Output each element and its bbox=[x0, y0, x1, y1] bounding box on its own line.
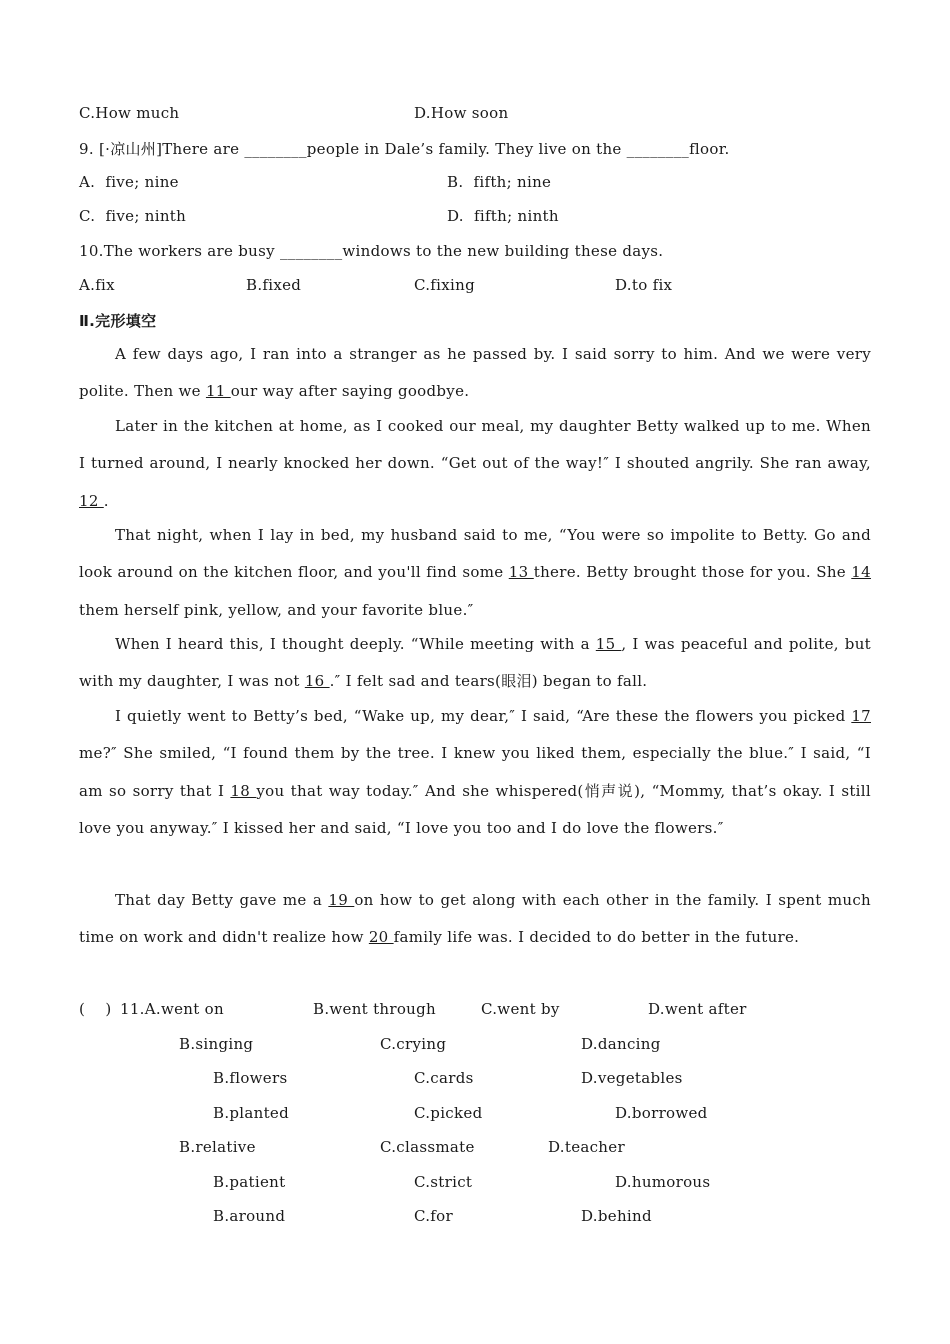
q15-option-d: D.teacher bbox=[548, 1138, 625, 1156]
q13-option-c: C.cards bbox=[414, 1069, 474, 1087]
blank-12: 12 bbox=[79, 491, 104, 510]
q11-option-c: C.went by bbox=[481, 1000, 560, 1018]
q10-stem-end: windows to the new building these days. bbox=[342, 242, 664, 260]
passage-paragraph-1 bbox=[79, 336, 871, 411]
blank-17: 17 bbox=[851, 707, 871, 725]
passage-text: them herself pink, yellow, and your favorite blue.″ bbox=[79, 600, 474, 619]
q9-option-c: C. five; ninth bbox=[79, 207, 187, 225]
q12-option-b: B.singing bbox=[179, 1035, 254, 1053]
blank-18: 18 bbox=[230, 781, 257, 800]
passage-text: , I was peaceful and polite, but with my daughter, I was not bbox=[79, 635, 871, 691]
q16-option-c: C.strict bbox=[414, 1173, 473, 1191]
passage-text: our way after saying goodbye. bbox=[230, 382, 470, 401]
q8-option-d: D.How soon bbox=[414, 104, 509, 122]
q9-blank-2: ________ bbox=[626, 140, 690, 158]
passage-text: That day Betty gave me a bbox=[115, 891, 329, 909]
q15-option-b: B.relative bbox=[179, 1138, 256, 1156]
passage-paragraph-4 bbox=[79, 626, 871, 701]
q10-stem bbox=[79, 242, 663, 260]
q11-option-b: B.went through bbox=[313, 1000, 436, 1018]
passage-text: family life was. I decided to do better in the future. bbox=[393, 928, 800, 947]
q8-option-c: C.How much bbox=[79, 104, 180, 122]
q14-option-b: B.planted bbox=[213, 1104, 290, 1122]
passage-text: there. Betty brought those for you. She bbox=[533, 563, 852, 582]
passage-paragraph-3 bbox=[79, 517, 871, 629]
q17-option-c: C.for bbox=[414, 1207, 453, 1225]
passage-text: you that way today.″ And she whispered(悄声说), “Mommy, that’s okay. I still love you anyway.″ I kissed her and said, “I love you too and I do love the flowers.″ bbox=[79, 781, 871, 837]
q11-option-d: D.went after bbox=[648, 1000, 747, 1018]
blank-19: 19 bbox=[328, 891, 355, 909]
q10-blank: ________ bbox=[279, 242, 343, 260]
q17-option-d: D.behind bbox=[581, 1207, 652, 1225]
passage-text: . bbox=[103, 491, 109, 510]
q9-option-b: B. fifth; nine bbox=[447, 173, 552, 191]
blank-11: 11 bbox=[205, 382, 231, 401]
q13-option-d: D.vegetables bbox=[581, 1069, 683, 1087]
q14-option-c: C.picked bbox=[414, 1104, 483, 1122]
passage-paragraph-6 bbox=[79, 882, 871, 957]
passage-paragraph-5 bbox=[79, 698, 871, 847]
q17-option-b: B.around bbox=[213, 1207, 286, 1225]
passage-text: When I heard this, I thought deeply. “While meeting with a bbox=[115, 635, 596, 653]
passage-text: I quietly went to Betty’s bed, “Wake up, my dear,″ I said, “Are these the flowers you picked bbox=[115, 707, 852, 725]
q10-option-a: A.fix bbox=[79, 276, 115, 294]
q16-option-d: D.humorous bbox=[615, 1173, 711, 1191]
q9-option-a: A. five; nine bbox=[79, 173, 179, 191]
q12-option-c: C.crying bbox=[380, 1035, 447, 1053]
q9-stem bbox=[79, 138, 730, 159]
passage-text: Later in the kitchen at home, as I cooked our meal, my daughter Betty walked up to me. When I turned around, I nearly knocked her down. “Get out of the way!″ I shouted angrily. She ran away, bbox=[79, 417, 871, 473]
q10-option-d: D.to fix bbox=[615, 276, 673, 294]
q13-option-b: B.flowers bbox=[213, 1069, 288, 1087]
q14-option-d: D.borrowed bbox=[615, 1104, 708, 1122]
q9-option-d: D. fifth; ninth bbox=[447, 207, 559, 225]
passage-text: A few days ago, I ran into a stranger as he passed by. I said sorry to him. And we were very polite. Then we bbox=[79, 345, 871, 401]
q10-option-b: B.fixed bbox=[246, 276, 302, 294]
q15-option-c: C.classmate bbox=[380, 1138, 475, 1156]
q11-option-a: 11.A.went on bbox=[120, 1000, 224, 1018]
blank-20: 20 bbox=[368, 928, 394, 947]
passage-text: me?″ She smiled, “I found them by the tree. I knew you liked them, especially the blue.″ I said, “I am so sorry that I bbox=[79, 744, 871, 800]
blank-15: 15 bbox=[595, 635, 622, 653]
q9-stem-end: floor. bbox=[689, 140, 730, 158]
blank-14: 14 bbox=[851, 563, 871, 582]
passage-text: .″ I felt sad and tears(眼泪) began to fall. bbox=[329, 672, 648, 691]
blank-13: 13 bbox=[508, 563, 534, 582]
blank-16: 16 bbox=[304, 672, 330, 691]
passage-paragraph-2 bbox=[79, 408, 871, 520]
q11-answer-paren[interactable]: ( ) bbox=[79, 1000, 112, 1018]
q12-option-d: D.dancing bbox=[581, 1035, 661, 1053]
q10-stem-pre: 10.The workers are busy bbox=[79, 242, 280, 260]
q9-stem-pre: 9. [·凉山州]There are bbox=[79, 140, 245, 158]
section-title: Ⅱ.完形填空 bbox=[79, 312, 157, 330]
q9-blank-1: ________ bbox=[244, 140, 307, 158]
q9-stem-mid: people in Dale’s family. They live on the bbox=[306, 140, 627, 158]
q10-option-c: C.fixing bbox=[414, 276, 475, 294]
passage-text: That night, when I lay in bed, my husband said to me, “You were so impolite to Betty. Go and look around on the kitchen floor, and you'll find some bbox=[79, 526, 871, 582]
passage-text: on how to get along with each other in the family. I spent much time on work and didn't realize how bbox=[79, 891, 871, 947]
q16-option-b: B.patient bbox=[213, 1173, 286, 1191]
